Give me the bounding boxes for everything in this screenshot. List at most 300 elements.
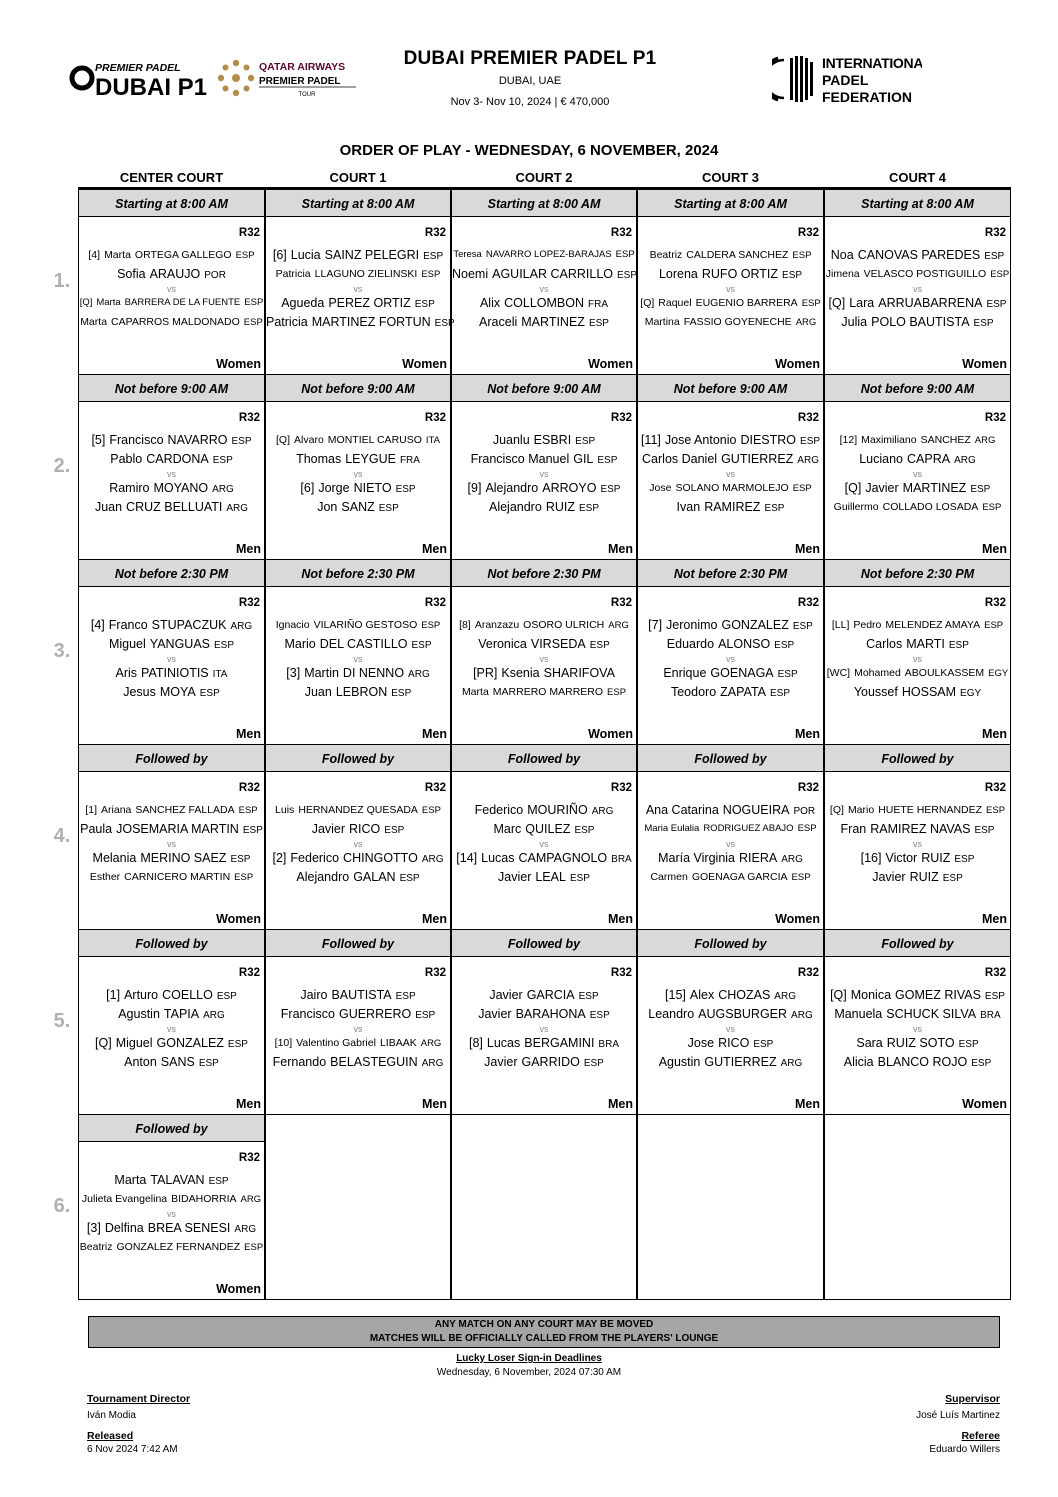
match-slot	[78, 930, 265, 1115]
player-nationality: ESP	[231, 436, 252, 447]
match-category: Men	[982, 727, 1007, 741]
player-last-name: HERNANDEZ QUESADA	[298, 804, 418, 816]
player-nationality: ESP	[395, 484, 416, 495]
slot-start-time: Not before 9:00 AM	[79, 375, 264, 402]
player-nationality: ESP	[569, 873, 590, 884]
match-round: R32	[610, 782, 632, 794]
player-first-name: Jimena	[825, 268, 860, 280]
player-last-name: RUIZ	[921, 851, 951, 865]
player-last-name: LEAL	[535, 870, 566, 884]
match-category: Women	[216, 912, 261, 926]
player-last-name: MOURIÑO	[527, 803, 588, 817]
player-nationality: ESP	[948, 640, 969, 651]
player-last-name: POLO BAUTISTA	[871, 315, 970, 329]
player-entry	[638, 822, 823, 836]
player-last-name: MARTI	[906, 637, 945, 651]
player-last-name: RAMIREZ	[704, 500, 761, 514]
player-last-name: CRUZ BELLUATI	[126, 500, 223, 514]
match-round: R32	[610, 967, 632, 979]
player-first-name: Ignacio	[275, 619, 310, 631]
player-entry	[266, 666, 450, 682]
player-seed: [Q]	[276, 434, 291, 446]
slot-start-time: Not before 9:00 AM	[266, 375, 450, 402]
player-first-name: Jeronimo	[666, 618, 718, 632]
player-last-name: RODRIGUEZ ABAJO	[703, 823, 794, 834]
player-seed: [Q]	[828, 296, 846, 310]
player-first-name: Jose Antonio	[664, 433, 737, 447]
player-first-name: Pablo	[110, 452, 143, 466]
player-nationality: ESP	[235, 250, 255, 261]
match-category: Men	[795, 727, 820, 741]
match-slot	[265, 745, 451, 930]
player-seed: [4]	[88, 249, 101, 261]
player-entry	[825, 851, 1010, 867]
player-last-name: BARAHONA	[515, 1007, 586, 1021]
match-category: Men	[608, 542, 633, 556]
player-entry	[79, 1240, 264, 1255]
match-round: R32	[797, 412, 819, 424]
player-nationality: ESP	[797, 823, 817, 834]
player-nationality: ESP	[800, 436, 821, 447]
player-first-name: Francisco Manuel	[470, 452, 570, 466]
player-seed: [LL]	[831, 619, 850, 631]
versus-label: vs	[353, 654, 363, 664]
player-last-name: GOENAGA	[710, 666, 774, 680]
player-nationality: ESP	[782, 270, 803, 281]
notice-line-2: MATCHES WILL BE OFFICIALLY CALLED FROM THE PLAYERS' LOUNGE	[369, 1333, 719, 1344]
svg-text:PREMIER PADEL: PREMIER PADEL	[95, 62, 181, 74]
player-first-name: Marc	[493, 822, 522, 836]
player-entry	[825, 267, 1010, 282]
match-round: R32	[984, 782, 1006, 794]
player-last-name: VELASCO POSTIGUILLO	[863, 268, 987, 280]
player-nationality: ARG	[226, 503, 249, 514]
player-last-name: NOGUEIRA	[722, 803, 790, 817]
player-first-name: Araceli	[479, 315, 518, 329]
player-entry	[452, 822, 636, 838]
player-nationality: ESP	[243, 317, 263, 328]
player-entry	[825, 433, 1010, 448]
referee-name: Eduardo Willers	[929, 1444, 1000, 1455]
match-category: Women	[216, 1282, 261, 1296]
player-nationality: ESP	[244, 297, 264, 308]
player-entry	[79, 666, 264, 682]
player-nationality: ESP	[942, 873, 963, 884]
player-first-name: Juan	[94, 500, 123, 514]
match-round: R32	[797, 967, 819, 979]
player-nationality: ESP	[384, 825, 405, 836]
player-last-name: STUPACZUK	[151, 618, 227, 632]
player-first-name: Javier	[489, 988, 523, 1002]
match-category: Women	[402, 357, 447, 371]
player-entry	[825, 870, 1010, 886]
player-last-name: TAPIA	[163, 1007, 200, 1021]
supervisor-label: Supervisor	[945, 1393, 1000, 1405]
match-round: R32	[238, 782, 260, 794]
player-last-name: BLANCO ROJO	[877, 1055, 968, 1069]
row-number: 2.	[53, 455, 71, 477]
player-last-name: GUTIERREZ	[721, 452, 794, 466]
player-nationality: ESP	[958, 1039, 979, 1050]
player-nationality: ARG	[797, 455, 819, 466]
svg-text:FEDERATION: FEDERATION	[822, 89, 912, 105]
player-entry	[452, 296, 636, 312]
row-number: 6.	[53, 1195, 71, 1217]
player-entry	[79, 267, 264, 283]
player-first-name: Monica	[850, 988, 892, 1002]
player-last-name: GOMEZ RIVAS	[895, 988, 981, 1002]
player-first-name: Delfina	[104, 1221, 144, 1235]
player-last-name: NIETO	[353, 481, 392, 495]
supervisor-name: José Luís Martinez	[916, 1410, 1000, 1421]
player-entry	[79, 452, 264, 468]
player-last-name: LLAGUNO ZIELINSKI	[314, 268, 418, 280]
player-nationality: ITA	[425, 435, 440, 446]
player-nationality: ARG	[780, 1058, 803, 1069]
player-last-name: BREA SENESI	[147, 1221, 231, 1235]
player-last-name: LEBRON	[335, 685, 388, 699]
player-entry	[452, 637, 636, 653]
player-seed: [15]	[665, 988, 686, 1002]
player-last-name: SANCHEZ	[920, 434, 971, 446]
player-nationality: ESP	[801, 298, 821, 309]
match-round: R32	[610, 412, 632, 424]
row-number: 4.	[53, 825, 71, 847]
player-entry	[79, 1036, 264, 1052]
player-nationality: ESP	[574, 825, 595, 836]
player-nationality: ESP	[792, 621, 813, 632]
player-nationality: ESP	[792, 483, 812, 494]
player-nationality: ARG	[212, 484, 234, 495]
player-seed: [Q]	[844, 481, 862, 495]
released-date: 6 Nov 2024 7:42 AM	[87, 1444, 178, 1455]
player-first-name: Valentino Gabriel	[296, 1037, 376, 1049]
player-first-name: Aris	[115, 666, 138, 680]
svg-text:INTERNATIONAL: INTERNATIONAL	[822, 55, 922, 71]
player-entry	[452, 267, 636, 283]
svg-text:QATAR AIRWAYS: QATAR AIRWAYS	[259, 61, 346, 73]
player-entry	[79, 803, 264, 818]
player-first-name: Jairo	[300, 988, 328, 1002]
player-nationality: ESP	[971, 1058, 992, 1069]
schedule-row	[53, 745, 1011, 930]
match-slot	[78, 1115, 265, 1300]
player-entry	[638, 618, 823, 634]
player-last-name: RUFO ORTIZ	[701, 267, 779, 281]
player-first-name: Javier	[484, 1055, 518, 1069]
player-first-name: Ksenia	[501, 666, 540, 680]
row-number: 5.	[53, 1010, 71, 1032]
player-nationality: ESP	[244, 1242, 264, 1253]
player-last-name: MARRERO MARRERO	[492, 686, 604, 698]
player-nationality: POR	[793, 806, 816, 817]
player-first-name: Jose	[649, 482, 672, 494]
player-last-name: CAPRA	[907, 452, 951, 466]
player-entry	[266, 296, 450, 312]
player-entry	[638, 315, 823, 330]
match-slot	[451, 190, 637, 375]
player-first-name: Francisco	[109, 433, 164, 447]
player-first-name: Veronica	[478, 637, 527, 651]
match-slot	[637, 745, 824, 930]
player-first-name: Beatriz	[649, 249, 683, 261]
player-entry	[266, 452, 450, 468]
player-nationality: ITA	[212, 669, 228, 680]
player-last-name: GONZALEZ	[721, 618, 789, 632]
player-last-name: SHARIFOVA	[543, 666, 615, 680]
versus-label: vs	[726, 839, 735, 849]
player-last-name: ARRUABARRENA	[878, 296, 983, 310]
player-first-name: Carlos Daniel	[642, 452, 718, 466]
match-category: Women	[216, 357, 261, 371]
player-nationality: ESP	[234, 872, 254, 883]
player-nationality: ESP	[214, 640, 235, 651]
player-last-name: COLLADO LOSADA	[882, 501, 979, 513]
match-round: R32	[238, 1152, 260, 1164]
player-last-name: LIBAAK	[379, 1037, 417, 1049]
player-nationality: ESP	[973, 318, 994, 329]
player-nationality: ESP	[242, 825, 263, 836]
player-first-name: Carmen	[650, 871, 688, 883]
player-nationality: ESP	[984, 251, 1005, 262]
match-round: R32	[424, 967, 446, 979]
player-seed: [14]	[456, 851, 478, 865]
match-slot	[451, 930, 637, 1115]
player-entry	[79, 296, 264, 310]
player-last-name: PEREZ ORTIZ	[328, 296, 411, 310]
player-entry	[825, 315, 1010, 331]
row-number: 1.	[53, 270, 71, 292]
lucky-loser-title: Lucky Loser Sign-in Deadlines	[456, 1353, 602, 1364]
player-last-name: GUTIERREZ	[704, 1055, 777, 1069]
player-seed: [3]	[286, 666, 301, 680]
player-last-name: ALONSO	[718, 637, 771, 651]
player-nationality: ESP	[378, 503, 399, 514]
match-slot	[824, 930, 1011, 1115]
player-first-name: Javier	[872, 870, 906, 884]
match-slot	[824, 375, 1011, 560]
player-nationality: EGY	[960, 688, 982, 699]
player-first-name: Jose	[687, 1036, 715, 1050]
player-first-name: Victor	[885, 851, 918, 865]
tournament-title: DUBAI PREMIER PADEL P1	[403, 48, 657, 69]
player-entry	[266, 851, 450, 867]
player-first-name: Francisco	[280, 1007, 335, 1021]
match-round: R32	[238, 967, 260, 979]
player-seed: [8]	[459, 619, 471, 631]
player-last-name: GOENAGA GARCIA	[691, 871, 788, 883]
player-last-name: ESBRI	[533, 433, 572, 447]
player-entry	[825, 1036, 1010, 1052]
match-slot	[637, 375, 824, 560]
player-entry	[452, 685, 636, 700]
player-entry	[452, 618, 636, 633]
player-first-name: Ivan	[676, 500, 701, 514]
player-entry	[638, 433, 823, 449]
player-last-name: HUETE HERNANDEZ	[878, 804, 983, 816]
match-category: Men	[982, 912, 1007, 926]
match-slot	[265, 560, 451, 745]
versus-label: vs	[167, 839, 176, 849]
player-first-name: Marta	[104, 249, 131, 261]
lucky-loser-section	[0, 1353, 1058, 1378]
versus-label: vs	[913, 284, 922, 294]
versus-label: vs	[353, 284, 363, 294]
player-entry	[79, 500, 264, 516]
lucky-loser-deadline: Wednesday, 6 November, 2024 07:30 AM	[436, 1367, 622, 1378]
match-slot	[637, 190, 824, 375]
player-nationality: ESP	[212, 455, 233, 466]
player-last-name: RIERA	[739, 851, 778, 865]
slot-start-time: Followed by	[452, 930, 636, 957]
player-nationality: ESP	[421, 805, 441, 816]
player-first-name: Lucas	[481, 851, 515, 865]
row-number: 3.	[53, 640, 71, 662]
player-first-name: Guillermo	[833, 501, 879, 513]
player-last-name: CANOVAS PAREDES	[857, 248, 981, 262]
player-seed: [Q]	[829, 804, 844, 816]
match-slot	[78, 375, 265, 560]
player-entry	[638, 1007, 823, 1023]
player-nationality: ESP	[791, 872, 811, 883]
player-last-name: AGUILAR CARRILLO	[492, 267, 613, 281]
player-nationality: ARG	[781, 854, 803, 865]
player-nationality: ESP	[575, 436, 596, 447]
player-first-name: Miguel	[115, 1036, 153, 1050]
player-nationality: ESP	[617, 270, 638, 281]
match-round: R32	[610, 227, 632, 239]
player-entry	[452, 248, 636, 262]
player-nationality: ESP	[974, 825, 995, 836]
player-last-name: BARRERA DE LA FUENTE	[124, 297, 241, 308]
player-last-name: COELLO	[162, 988, 213, 1002]
fip-ball-icon	[772, 56, 813, 102]
player-entry	[825, 666, 1010, 681]
versus-label: vs	[539, 839, 549, 849]
player-last-name: NAVARRO LOPEZ-BARAJAS	[485, 249, 612, 260]
player-first-name: Alejandro	[296, 870, 350, 884]
empty-slot	[637, 1115, 824, 1300]
match-round: R32	[984, 597, 1006, 609]
player-nationality: ARG	[421, 1058, 444, 1069]
player-entry	[825, 618, 1010, 633]
match-round: R32	[424, 782, 446, 794]
versus-label: vs	[913, 839, 922, 849]
player-first-name: Patricia	[275, 268, 311, 280]
player-entry	[266, 500, 450, 516]
match-round: R32	[238, 227, 260, 239]
player-first-name: Melania	[92, 851, 137, 865]
match-category: Men	[236, 1097, 261, 1111]
player-last-name: RICO	[349, 822, 381, 836]
match-category: Men	[795, 542, 820, 556]
svg-text:PREMIER PADEL: PREMIER PADEL	[259, 76, 341, 87]
player-entry	[79, 1192, 264, 1207]
player-entry	[266, 618, 450, 633]
player-entry	[79, 988, 264, 1004]
player-entry	[452, 1055, 636, 1071]
player-entry	[79, 315, 264, 330]
player-last-name: RUIZ	[909, 870, 939, 884]
player-nationality: ESP	[588, 318, 609, 329]
slot-start-time: Not before 2:30 PM	[825, 560, 1010, 587]
player-last-name: SANZ	[341, 500, 375, 514]
tournament-header	[380, 48, 680, 108]
player-first-name: Lucia	[290, 248, 321, 262]
player-entry	[825, 481, 1010, 497]
player-entry	[638, 1036, 823, 1052]
player-nationality: FRA	[588, 299, 609, 310]
match-category: Women	[775, 357, 820, 371]
player-first-name: Enrique	[663, 666, 707, 680]
player-entry	[266, 870, 450, 886]
slot-start-time: Not before 2:30 PM	[79, 560, 264, 587]
player-entry	[79, 870, 264, 885]
player-nationality: EGY	[988, 668, 1009, 679]
player-entry	[266, 433, 450, 448]
player-nationality: ARG	[421, 854, 444, 865]
player-nationality: ARG	[608, 620, 629, 631]
player-last-name: MARTINEZ	[902, 481, 967, 495]
player-nationality: ESP	[990, 269, 1010, 280]
match-category: Men	[422, 542, 447, 556]
player-entry	[638, 248, 823, 263]
player-last-name: LEYGUE	[345, 452, 396, 466]
player-first-name: Martin	[304, 666, 339, 680]
player-first-name: Teodoro	[670, 685, 717, 699]
player-first-name: Jesus	[123, 685, 156, 699]
player-entry	[825, 500, 1010, 515]
player-first-name: Ana Catarina	[645, 803, 719, 817]
match-round: R32	[984, 412, 1006, 424]
player-last-name: BELASTEGUIN	[330, 1055, 418, 1069]
slot-start-time: Not before 9:00 AM	[638, 375, 823, 402]
match-slot	[78, 745, 265, 930]
court-header: COURT 4	[888, 170, 947, 185]
player-nationality: ESP	[597, 455, 618, 466]
svg-text:PADEL: PADEL	[822, 72, 869, 88]
versus-label: vs	[167, 469, 176, 479]
player-first-name: Beatriz	[79, 1241, 113, 1253]
player-entry	[266, 685, 450, 701]
player-nationality: ARG	[234, 1224, 257, 1235]
player-last-name: TALAVAN	[150, 1173, 205, 1187]
player-last-name: CARDONA	[146, 452, 209, 466]
player-nationality: ARG	[408, 669, 430, 680]
player-entry	[452, 433, 636, 449]
player-first-name: Juanlu	[492, 433, 530, 447]
player-entry	[79, 822, 264, 838]
player-seed: [Q]	[79, 297, 93, 308]
player-last-name: PATINIOTIS	[141, 666, 209, 680]
player-first-name: Luciano	[859, 452, 904, 466]
player-entry	[452, 315, 636, 331]
player-nationality: ESP	[986, 805, 1006, 816]
match-slot	[824, 190, 1011, 375]
versus-label: vs	[726, 469, 735, 479]
player-first-name: Julia	[841, 315, 868, 329]
player-nationality: ARG	[774, 991, 796, 1002]
empty-slot	[824, 1115, 1011, 1300]
match-round: R32	[238, 597, 260, 609]
player-nationality: ESP	[589, 640, 610, 651]
player-nationality: ESP	[607, 687, 627, 698]
player-entry	[266, 267, 450, 282]
player-last-name: ORTEGA GALLEGO	[134, 249, 232, 261]
player-entry	[452, 1007, 636, 1023]
player-first-name: Esther	[89, 871, 121, 883]
player-first-name: Jon	[317, 500, 338, 514]
